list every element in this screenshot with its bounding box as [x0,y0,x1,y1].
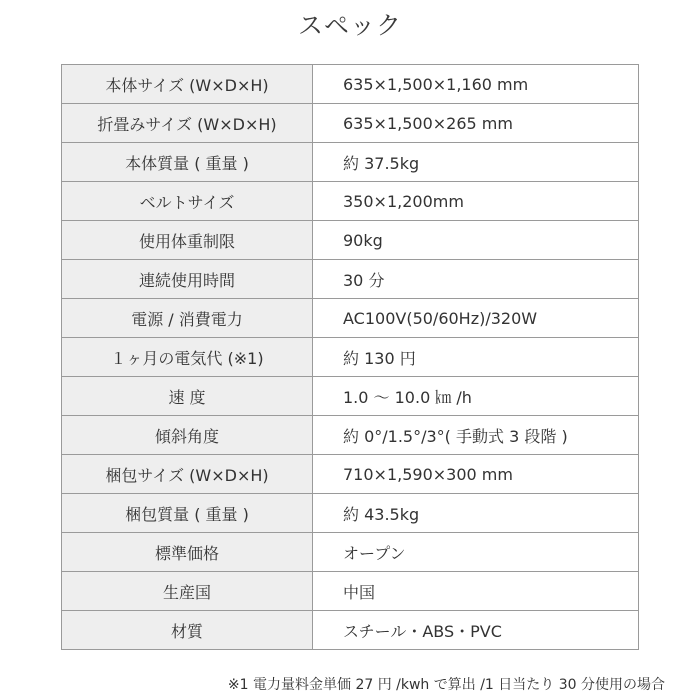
spec-label: 傾斜角度 [62,416,313,455]
spec-value: 中国 [313,572,639,611]
page-title: スペック [297,11,402,40]
footnote: ※1 電力量料金単価 27 円 /kwh で算出 /1 日当たり 30 分使用の場合 [227,677,665,693]
spec-label: 生産国 [62,572,313,611]
spec-value: 約 37.5kg [313,143,639,182]
spec-value: 90kg [313,221,639,260]
spec-label: 本体質量 ( 重量 ) [62,143,313,182]
spec-table [61,64,639,650]
spec-value: AC100V(50/60Hz)/320W [313,299,639,338]
spec-value: スチール・ABS・PVC [313,611,639,650]
spec-value: 約 130 円 [313,338,639,377]
spec-value: 635×1,500×1,160 mm [313,65,639,104]
spec-row [62,182,639,221]
spec-row [62,572,639,611]
spec-label: １ヶ月の電気代 (※1) [62,338,313,377]
spec-row [62,377,639,416]
spec-label: 本体サイズ (W×D×H) [62,65,313,104]
spec-value: オープン [313,533,639,572]
spec-label: 電源 / 消費電力 [62,299,313,338]
spec-row [62,533,639,572]
spec-value: 約 43.5kg [313,494,639,533]
spec-row [62,299,639,338]
spec-value: 635×1,500×265 mm [313,104,639,143]
spec-row [62,65,639,104]
spec-value: 350×1,200mm [313,182,639,221]
spec-label: 速 度 [62,377,313,416]
spec-row [62,338,639,377]
spec-row [62,260,639,299]
spec-row [62,611,639,650]
spec-label: 標準価格 [62,533,313,572]
spec-row [62,494,639,533]
spec-value: 1.0 ～ 10.0 ㎞ /h [313,377,639,416]
spec-row [62,104,639,143]
spec-label: 折畳みサイズ (W×D×H) [62,104,313,143]
spec-label: 連続使用時間 [62,260,313,299]
spec-value: 約 0°/1.5°/3°( 手動式 3 段階 ) [313,416,639,455]
spec-row [62,143,639,182]
spec-row [62,221,639,260]
spec-label: 梱包質量 ( 重量 ) [62,494,313,533]
spec-label: 使用体重制限 [62,221,313,260]
spec-label: 材質 [62,611,313,650]
spec-label: 梱包サイズ (W×D×H) [62,455,313,494]
spec-row [62,416,639,455]
spec-value: 710×1,590×300 mm [313,455,639,494]
spec-value: 30 分 [313,260,639,299]
spec-label: ベルトサイズ [62,182,313,221]
spec-row [62,455,639,494]
